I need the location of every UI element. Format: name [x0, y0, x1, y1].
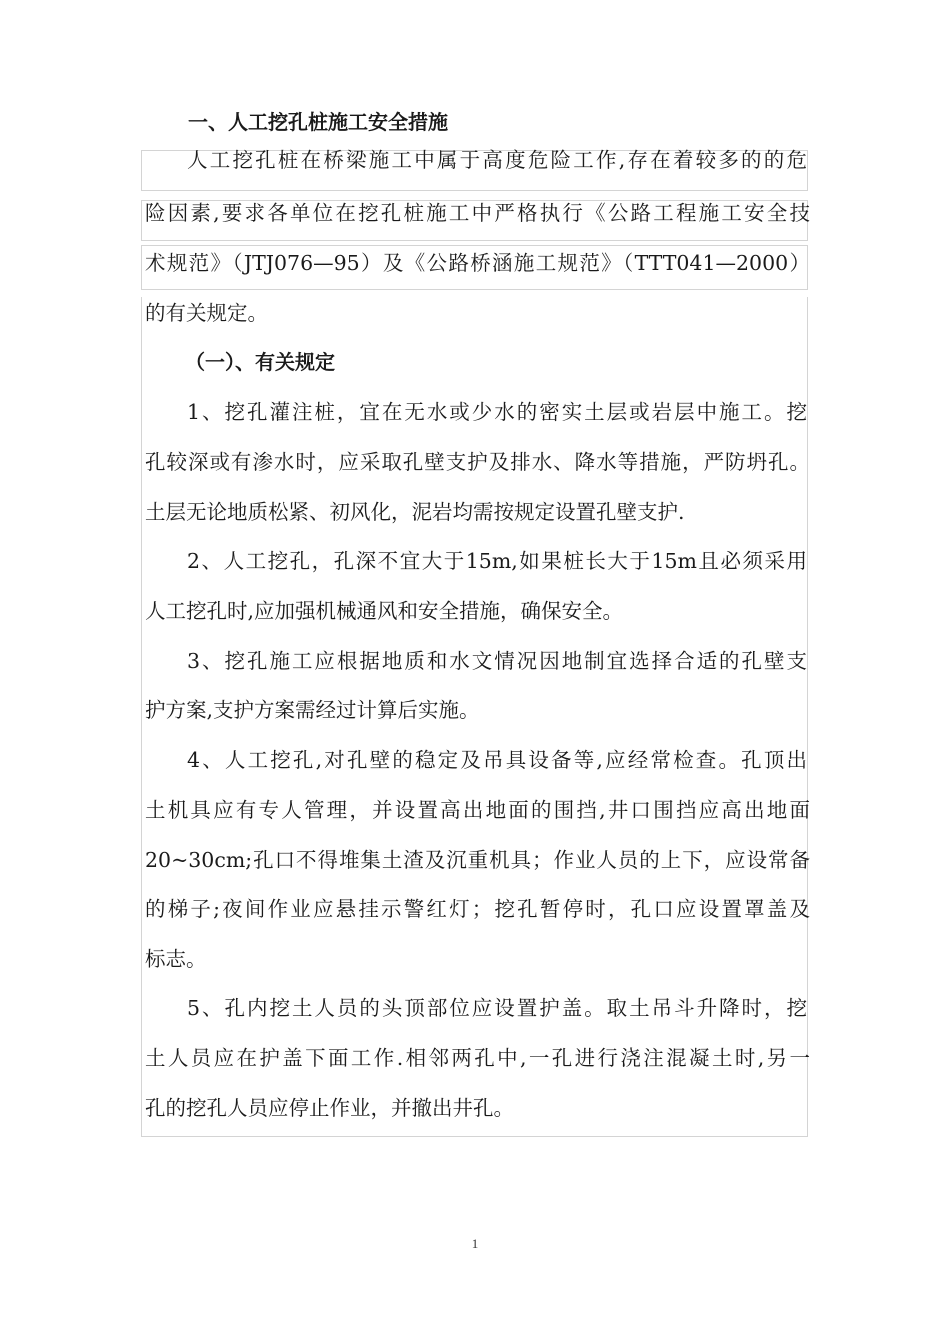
item-4-line-4: 的梯子;夜间作业应悬挂示警红灯；挖孔暂停时，孔口应设置罩盖及	[145, 897, 810, 921]
item-5-line-3: 孔的挖孔人员应停止作业，并撤出井孔。	[145, 1096, 514, 1120]
page-number: 1	[471, 1236, 479, 1251]
intro-line-1: 人工挖孔桩在桥梁施工中属于高度危险工作,存在着较多的的危	[187, 148, 807, 172]
item-1-line-3: 土层无论地质松紧、初风化，泥岩均需按规定设置孔壁支护.	[145, 500, 685, 524]
item-5-line-2: 土人员应在护盖下面工作.相邻两孔中,一孔进行浇注混凝土时,另一	[145, 1046, 810, 1070]
section-title: 一、人工挖孔桩施工安全措施	[188, 110, 448, 134]
item-4-line-3: 20~30cm;孔口不得堆集土渣及沉重机具；作业人员的上下，应设常备	[145, 848, 810, 872]
item-2-line-1: 2、人工挖孔，孔深不宜大于15m,如果桩长大于15m且必须采用	[187, 549, 807, 573]
item-4-line-5: 标志。	[145, 947, 207, 971]
item-4-line-1: 4、人工挖孔,对孔壁的稳定及吊具设备等,应经常检查。孔顶出	[187, 748, 807, 772]
item-3-line-1: 3、挖孔施工应根据地质和水文情况因地制宜选择合适的孔壁支	[187, 649, 807, 673]
item-3-line-2: 护方案,支护方案需经过计算后实施。	[145, 698, 480, 722]
item-5-line-1: 5、孔内挖土人员的头顶部位应设置护盖。取土吊斗升降时，挖	[187, 996, 807, 1020]
item-2-line-2: 人工挖孔时,应加强机械通风和安全措施，确保安全。	[145, 599, 624, 623]
intro-line-3: 术规范》（JTJ076—95）及《公路桥涵施工规范》（TTT041—2000）	[145, 251, 810, 275]
intro-line-2: 险因素,要求各单位在挖孔桩施工中严格执行《公路工程施工安全技	[145, 201, 810, 225]
intro-line-4: 的有关规定。	[145, 301, 268, 325]
item-4-line-2: 土机具应有专人管理，并设置高出地面的围挡,井口围挡应高出地面	[145, 798, 810, 822]
subsection-title: （一）、有关规定	[185, 350, 335, 374]
item-1-line-1: 1、挖孔灌注桩，宜在无水或少水的密实土层或岩层中施工。挖	[187, 400, 807, 424]
item-1-line-2: 孔较深或有渗水时，应采取孔壁支护及排水、降水等措施，严防坍孔。	[145, 450, 810, 474]
